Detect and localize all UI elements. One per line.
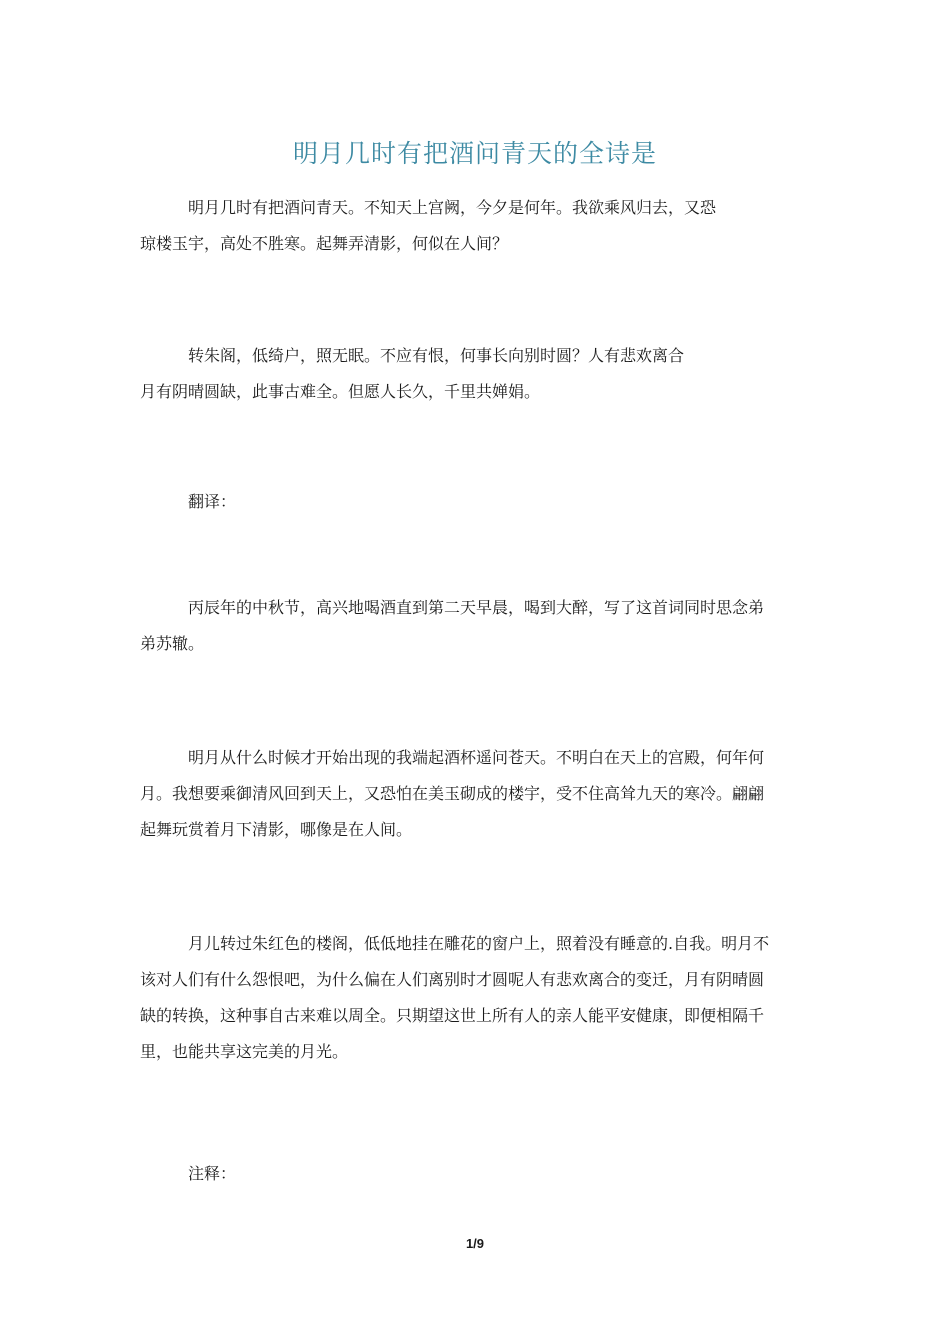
poem-stanza-2: [140, 338, 812, 410]
text-line: 起舞玩赏着月下清影，哪像是在人间。: [140, 820, 413, 839]
text-line: 翻译：: [188, 492, 237, 511]
text-line: 转朱阁，低绮户，照无眠。不应有恨，何事长向别时圆？人有悲欢离合: [188, 346, 685, 365]
text-line: 明月从什么时候才开始出现的我端起酒杯遥问苍天。不明白在天上的宫殿，何年何: [188, 748, 765, 767]
text-line: 注释：: [188, 1164, 237, 1183]
text-line: 月。我想要乘御清风回到天上，又恐怕在美玉砌成的楼宇，受不住高耸九天的寒冷。翩翩: [140, 784, 765, 803]
translation-paragraph-1: [140, 590, 812, 662]
text-line: 琼楼玉宇，高处不胜寒。起舞弄清影，何似在人间？: [140, 234, 509, 253]
text-line: 缺的转换，这种事自古来难以周全。只期望这世上所有人的亲人能平安健康，即便相隔千: [140, 1006, 765, 1025]
notes-heading: [140, 1156, 812, 1192]
translation-paragraph-2: [140, 740, 812, 848]
page-number: 1/9: [465, 1236, 485, 1251]
text-line: 明月几时有把酒问青天。不知天上宫阙，今夕是何年。我欲乘风归去，又恐: [188, 198, 717, 217]
text-line: 该对人们有什么怨恨吧，为什么偏在人们离别时才圆呢人有悲欢离合的变迁，月有阴晴圆: [140, 970, 765, 989]
document-title: 明月几时有把酒问青天的全诗是: [292, 139, 657, 168]
text-line: 里，也能共享这完美的月光。: [140, 1042, 349, 1061]
text-line: 月有阴晴圆缺，此事古难全。但愿人长久，千里共婵娟。: [140, 382, 541, 401]
translation-heading: [140, 484, 812, 520]
text-line: 丙辰年的中秋节，高兴地喝酒直到第二天早晨，喝到大醉，写了这首词同时思念弟: [188, 598, 765, 617]
poem-stanza-1: [140, 190, 812, 262]
text-line: 月儿转过朱红色的楼阁，低低地挂在雕花的窗户上，照着没有睡意的.自我。明月不: [188, 934, 770, 953]
text-line: 弟苏辙。: [140, 634, 205, 653]
translation-paragraph-3: [140, 926, 812, 1070]
